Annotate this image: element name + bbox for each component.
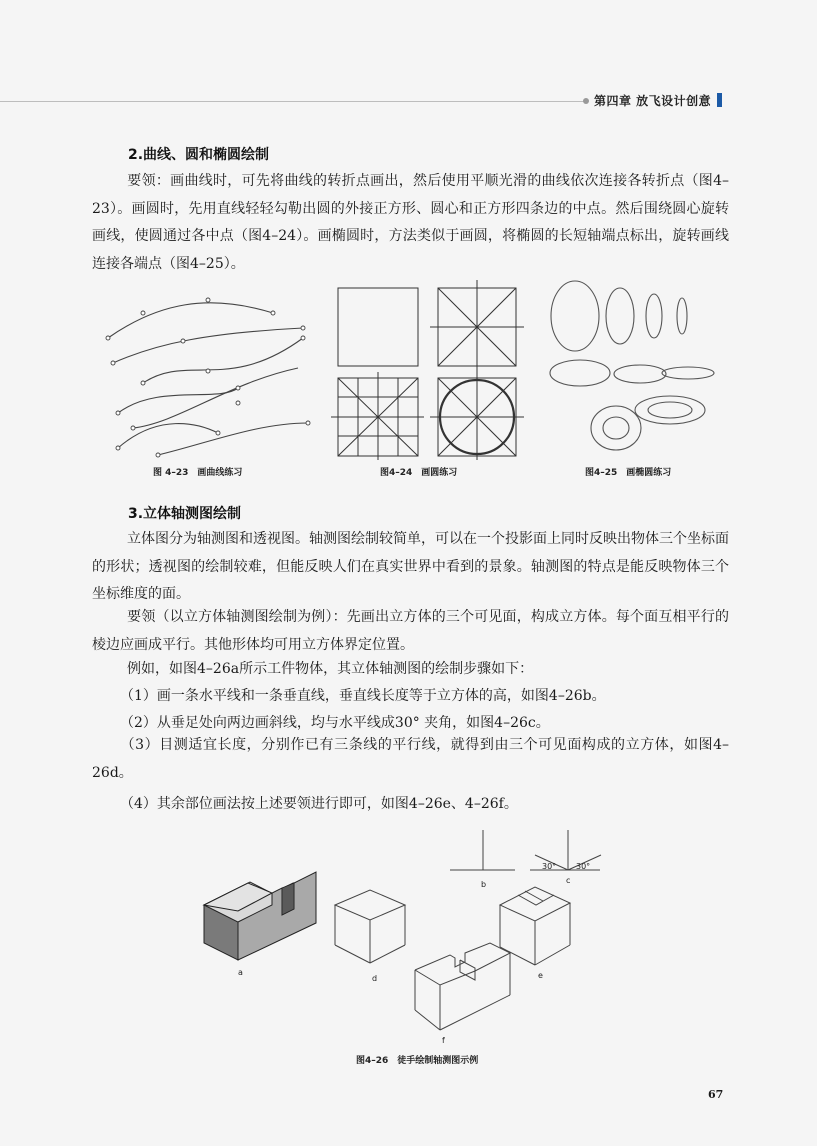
figure-ellipse-practice bbox=[540, 278, 720, 458]
angle-left-label: 30° bbox=[542, 862, 557, 871]
label-a: a bbox=[238, 968, 243, 977]
label-c: c bbox=[566, 876, 571, 885]
label-d: d bbox=[372, 974, 378, 983]
header-dot bbox=[583, 98, 589, 104]
figure-curves-practice bbox=[98, 283, 313, 458]
fig-c-angles bbox=[530, 830, 601, 870]
caption-fig-4-26: 图4–26 徒手绘制轴测图示例 bbox=[356, 1056, 479, 1066]
page-number: 67 bbox=[708, 1088, 724, 1101]
section3-paragraph-1: 立体图分为轴测图和透视图。轴测图绘制较简单，可以在一个投影面上同时反映出物体三个坐标面的形状；透视图的绘制较难，但能反映人们在真实世界中看到的景象。轴测图的特点是能反映物体三个坐标维度的面。 bbox=[92, 531, 729, 602]
label-f: f bbox=[442, 1036, 445, 1045]
section-heading-axonometric: 3.立体轴测图绘制 bbox=[128, 506, 242, 522]
fig-d-cube bbox=[335, 890, 405, 963]
label-e: e bbox=[538, 971, 543, 980]
label-b: b bbox=[481, 880, 487, 889]
section3-paragraph-3: 例如，如图4–26a所示工件物体，其立体轴测图的绘制步骤如下： bbox=[127, 661, 534, 677]
fig-a-solid-block bbox=[204, 872, 316, 960]
figure-axonometric-steps bbox=[190, 825, 620, 1050]
caption-fig-4-25: 图4–25 画椭圆练习 bbox=[585, 468, 672, 478]
fig-b-axes bbox=[450, 830, 515, 870]
chapter-marker bbox=[717, 93, 722, 107]
chapter-title: 第四章 放飞设计创意 bbox=[594, 94, 712, 108]
section-heading-curves: 2.曲线、圆和椭圆绘制 bbox=[128, 147, 270, 163]
figure-circle-practice bbox=[326, 280, 526, 460]
step-3: （3）目测适宜长度，分别作已有三条线的平行线，就得到由三个可见面构成的立方体，如图4–26d。 bbox=[92, 737, 729, 781]
section3-paragraph-2: 要领（以立方体轴测图绘制为例）：先画出立方体的三个可见面，构成立方体。每个面互相平行的棱边应画成平行。其他形体均可用立方体界定位置。 bbox=[92, 609, 729, 653]
caption-fig-4-23: 图 4–23 画曲线练习 bbox=[153, 468, 243, 478]
step-4: （4）其余部位画法按上述要领进行即可，如图4–26e、4–26f。 bbox=[120, 796, 518, 812]
fig-f-slotted-block bbox=[415, 943, 510, 1030]
angle-right-label: 30° bbox=[576, 862, 591, 871]
step-1: （1）画一条水平线和一条垂直线，垂直线长度等于立方体的高，如图4–26b。 bbox=[120, 688, 606, 704]
step-2: （2）从垂足处向两边画斜线，均与水平线成30° 夹角，如图4–26c。 bbox=[120, 715, 550, 731]
section2-paragraph: 要领：画曲线时，可先将曲线的转折点画出，然后使用平顺光滑的曲线依次连接各转折点（图4–23）。画圆时，先用直线轻轻勾勒出圆的外接正方形、圆心和正方形四条边的中点。然后围绕圆心旋转画线，使圆通过各中点（图4–24）。画椭圆时，方法类似于画圆，将椭圆的长短轴端点标出，旋转画线连接各端点（图4–25）。 bbox=[92, 173, 729, 272]
caption-fig-4-24: 图4–24 画圆练习 bbox=[380, 468, 458, 478]
header-rule bbox=[0, 101, 584, 102]
